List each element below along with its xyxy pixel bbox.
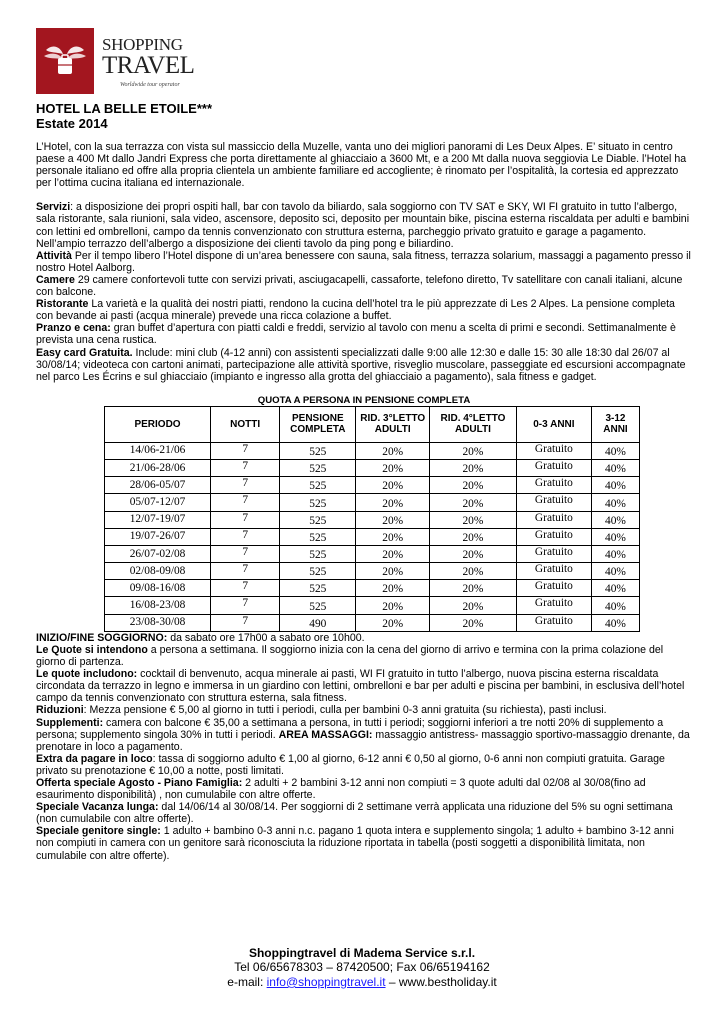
- cell-periodo: 05/07-12/07: [105, 494, 211, 511]
- cell-periodo: 23/08-30/08: [105, 614, 211, 631]
- note-text: a persona a settimana. Il soggiorno inizia con la cena del giorno di arrivo e termina con la prima colazione del giorno di partenza.: [36, 643, 664, 669]
- cell-rid-4-letto: 20%: [430, 563, 517, 580]
- service-label: Servizi: [36, 201, 71, 214]
- table-row: [105, 597, 640, 614]
- service-ristorante: [36, 298, 692, 322]
- cell-periodo: 19/07-26/07: [105, 528, 211, 545]
- document-title: [36, 101, 212, 131]
- cell-0-3-anni: Gratuito: [516, 477, 591, 494]
- note-text: da sabato ore 17h00 a sabato ore 10h00.: [167, 631, 365, 644]
- cell-periodo: 16/08-23/08: [105, 597, 211, 614]
- cell-rid-3-letto: 20%: [356, 563, 430, 580]
- cell-rid-4-letto: 20%: [430, 597, 517, 614]
- service-servizi: [36, 201, 692, 249]
- cell-pensione: 525: [280, 563, 356, 580]
- hotel-name: HOTEL LA BELLE ETOILE***: [36, 101, 213, 116]
- cell-0-3-anni: Gratuito: [516, 494, 591, 511]
- service-text: La varietà e la qualità dei nostri piatti, rendono la cucina dell’hotel tra le più apprezzate di Les 2 Alpes. La pensione completa con bevande ai pasti (acqua minerale) prevede una ricca colazione a buffet.: [36, 298, 675, 323]
- table-row: [105, 442, 640, 459]
- cell-0-3-anni: Gratuito: [516, 563, 591, 580]
- service-label: Easy card Gratuita.: [36, 346, 133, 359]
- cell-3-12-anni: 40%: [591, 494, 639, 511]
- note-label: Speciale genitore single:: [36, 825, 161, 838]
- cell-rid-4-letto: 20%: [430, 494, 517, 511]
- cell-3-12-anni: 40%: [591, 459, 639, 476]
- cell-3-12-anni: 40%: [591, 597, 639, 614]
- cell-3-12-anni: 40%: [591, 477, 639, 494]
- cell-pensione: 525: [280, 442, 356, 459]
- table-row: [105, 459, 640, 476]
- table-row: [105, 545, 640, 562]
- cell-periodo: 02/08-09/08: [105, 563, 211, 580]
- table-row: [105, 614, 640, 631]
- cell-pensione: 525: [280, 597, 356, 614]
- cell-periodo: 14/06-21/06: [105, 442, 211, 459]
- cell-rid-3-letto: 20%: [356, 477, 430, 494]
- cell-3-12-anni: 40%: [591, 528, 639, 545]
- note-quote: [36, 644, 692, 668]
- cell-notti: 7: [211, 494, 280, 511]
- cell-notti: 7: [211, 580, 280, 597]
- service-text: : a disposizione dei propri ospiti hall, bar con tavolo da biliardo, sala soggiorno con TV SAT e SKY, WI FI gratuito in tutto l’albergo, sala ristorante, sala riunioni, sala video, ascensore, deposito sci, deposito per mountain bike, piscina esterna riscaldata per adulti e bambini con lettini ed ombrelloni, campo da tennis convenzionato con struttura esterna, parcheggio privato gratuito e garage a pagamento. Nell’ampio terrazzo dell’albergo a disposizione dei clienti tavolo da ping pong e biliardino.: [36, 201, 690, 250]
- cell-0-3-anni: Gratuito: [516, 545, 591, 562]
- note-vacanza-lunga: [36, 801, 692, 825]
- note-label: Le quote includono:: [36, 668, 138, 681]
- cell-pensione: 525: [280, 580, 356, 597]
- note-label: Offerta speciale Agosto - Piano Famiglia:: [36, 776, 243, 789]
- cell-0-3-anni: Gratuito: [516, 597, 591, 614]
- cell-0-3-anni: Gratuito: [516, 580, 591, 597]
- service-pranzo-cena: [36, 322, 692, 346]
- cell-rid-3-letto: 20%: [356, 580, 430, 597]
- note-label: Speciale Vacanza lunga:: [36, 801, 159, 814]
- note-label: Le Quote si intendono: [36, 643, 148, 656]
- cell-periodo: 09/08-16/08: [105, 580, 211, 597]
- col-header: PENSIONE COMPLETA: [280, 406, 356, 442]
- cell-pensione: 525: [280, 494, 356, 511]
- cell-notti: 7: [211, 545, 280, 562]
- service-label: Pranzo e cena:: [36, 322, 111, 335]
- note-text: dal 14/06/14 al 30/08/14. Per soggiorni di 2 settimane verrà applicata una riduzione del 5% su ogni settimana (non cumulabile con altre offerte).: [36, 801, 673, 826]
- cell-rid-3-letto: 20%: [356, 511, 430, 528]
- footer-website: – www.bestholiday.it: [385, 974, 497, 989]
- table-row: [105, 563, 640, 580]
- cell-periodo: 26/07-02/08: [105, 545, 211, 562]
- col-header: 3-12 ANNI: [591, 406, 639, 442]
- cell-notti: 7: [211, 459, 280, 476]
- footer: [0, 946, 724, 989]
- cell-0-3-anni: Gratuito: [516, 442, 591, 459]
- note-genitore-single: [36, 825, 692, 861]
- note-label: INIZIO/FINE SOGGIORNO:: [36, 631, 168, 644]
- cell-rid-3-letto: 20%: [356, 614, 430, 631]
- footer-phones: Tel 06/65678303 – 87420500; Fax 06/65194162: [234, 960, 490, 975]
- cell-rid-4-letto: 20%: [430, 614, 517, 631]
- cell-rid-3-letto: 20%: [356, 545, 430, 562]
- note-extra: [36, 753, 692, 777]
- cell-3-12-anni: 40%: [591, 614, 639, 631]
- document-body: [36, 141, 692, 862]
- note-text: camera con balcone € 35,00 a settimana a persona, in tutti i periodi; soggiorni inferiori a tre notti 20% di supplemento a persona; supplemento singola 30% in tutti i periodi.: [36, 716, 664, 741]
- cell-pensione: 490: [280, 614, 356, 631]
- intro-paragraph: L’Hotel, con la sua terrazza con vista sul massiccio della Muzelle, vanta uno dei migliori panorami di Les Deux Alpes. E’ situato in centro paese a 400 Mt dallo Jandri Express che porta direttamente al ghiacciaio a 3600 Mt, e a 200 Mt dalla nuova seggiovia Le Diable. l’Hotel ha personale italiano ed offre alla propria clientela un ambiente familiare ed accogliente; è rinomato per l’ospitalità, la cortesia ed apprezzato per l’ottima cucina italiana ed internazionale.: [36, 141, 687, 190]
- cell-3-12-anni: 40%: [591, 511, 639, 528]
- cell-notti: 7: [211, 614, 280, 631]
- service-attivita: [36, 250, 692, 274]
- note-label: Extra da pagare in loco: [36, 752, 153, 765]
- service-text: gran buffet d’apertura con piatti caldi e freddi, servizio al tavolo con menu a scelta di primi e secondi. Settimanalmente è prevista una cena rustica.: [36, 322, 676, 347]
- brand-line-1: SHOPPING: [102, 35, 183, 54]
- cell-0-3-anni: Gratuito: [516, 511, 591, 528]
- cell-notti: 7: [211, 477, 280, 494]
- cell-rid-3-letto: 20%: [356, 494, 430, 511]
- cell-rid-4-letto: 20%: [430, 442, 517, 459]
- services-section: [36, 201, 692, 382]
- notes-section: [36, 632, 692, 862]
- cell-notti: 7: [211, 442, 280, 459]
- note-text: cocktail di benvenuto, acqua minerale ai pasti, WI FI gratuito in tutto l’albergo, nuova piscina esterna riscaldata circondata da terrazzo in legno e immersa in un giardino con lettini, ombrelloni e bar per adulti e piscina per bambini, in esclusiva dell’hotel campo da tennis convenzionato con struttura esterna, sala fitness.: [36, 668, 685, 705]
- note-offerta-agosto: [36, 777, 692, 801]
- cell-pensione: 525: [280, 459, 356, 476]
- cell-rid-4-letto: 20%: [430, 528, 517, 545]
- cell-rid-3-letto: 20%: [356, 528, 430, 545]
- cell-rid-3-letto: 20%: [356, 442, 430, 459]
- cell-notti: 7: [211, 528, 280, 545]
- footer-email-prefix: e-mail:: [227, 974, 267, 989]
- brand-tagline: Worldwide tour operator: [120, 82, 180, 88]
- footer-contacts: [0, 975, 724, 989]
- season: Estate 2014: [36, 116, 108, 131]
- cell-rid-4-letto: 20%: [430, 477, 517, 494]
- cell-rid-3-letto: 20%: [356, 597, 430, 614]
- email-link[interactable]: info@shoppingtravel.it: [266, 974, 386, 989]
- table-row: [105, 494, 640, 511]
- col-header: 0-3 ANNI: [516, 406, 591, 442]
- service-text: 29 camere confortevoli tutte con servizi privati, asciugacapelli, cassaforte, telefono diretto, Tv satellitare con canali italiani, alcune con balcone.: [36, 273, 683, 299]
- brand-line-2: TRAVEL: [102, 52, 195, 79]
- note-quote-includono: [36, 668, 692, 704]
- cell-pensione: 525: [280, 545, 356, 562]
- cell-periodo: 21/06-28/06: [105, 459, 211, 476]
- service-label: Camere: [36, 273, 75, 286]
- note-text: : tassa di soggiorno adulto € 1,00 al giorno, 6-12 anni € 0,50 al giorno, 0-6 anni non compiuti gratuita. Garage privato su prenotazione € 10,00 a notte, posti limitati.: [36, 752, 665, 777]
- price-table: [104, 406, 640, 632]
- service-label: Attività: [36, 249, 72, 262]
- price-table-body: [105, 442, 640, 631]
- table-row: [105, 580, 640, 597]
- note-label: AREA MASSAGGI:: [278, 728, 373, 741]
- cell-rid-4-letto: 20%: [430, 511, 517, 528]
- cell-periodo: 12/07-19/07: [105, 511, 211, 528]
- service-text: Include: mini club (4-12 anni) con assistenti specializzati dalle 9:00 alle 12:30 e dalle 15: 30 alle 18:30 dal 26/07 al 30/08/14; videoteca con cartoni animati, partecipazione alle attività sportive, risveglio muscolare, passeggiate ed escursioni accompagnate nel parco Les Écrins e sul ghiacciaio (impianto e ingresso alla grotta del ghiacciaio a pagamento), sala fitness e gadget.: [36, 346, 686, 383]
- cell-rid-4-letto: 20%: [430, 545, 517, 562]
- note-label: Supplementi:: [36, 716, 104, 729]
- cell-pensione: 525: [280, 528, 356, 545]
- table-header-row: [105, 406, 640, 442]
- note-text: massaggio antistress- massaggio sportivo-massaggio drenante, da prenotare in loco a pagamento.: [36, 728, 690, 753]
- note-text: 1 adulto + bambino 0-3 anni n.c. pagano 1 quota intera e supplemento singola; 1 adulto + bambino 3-12 anni non compiuti in camera con un genitore sarà riconosciuta la riduzione riportata in tabella (posti soggetti a disponibilità limitata, non cumulabile con altre offerte).: [36, 825, 674, 862]
- note-label: Riduzioni: [36, 704, 84, 717]
- cell-0-3-anni: Gratuito: [516, 528, 591, 545]
- table-row: [105, 528, 640, 545]
- cell-pensione: 525: [280, 477, 356, 494]
- service-easy-card: [36, 347, 692, 383]
- cell-3-12-anni: 40%: [591, 563, 639, 580]
- service-label: Ristorante: [36, 298, 89, 311]
- cell-3-12-anni: 40%: [591, 442, 639, 459]
- cell-3-12-anni: 40%: [591, 580, 639, 597]
- service-camere: [36, 274, 692, 298]
- col-header: RID. 4°LETTO ADULTI: [430, 406, 517, 442]
- cell-3-12-anni: 40%: [591, 545, 639, 562]
- price-table-title: QUOTA A PERSONA IN PENSIONE COMPLETA: [257, 394, 471, 406]
- note-inizio-fine: [36, 632, 692, 644]
- cell-rid-4-letto: 20%: [430, 459, 517, 476]
- cell-rid-4-letto: 20%: [430, 580, 517, 597]
- footer-company: Shoppingtravel di Madema Service s.r.l.: [248, 946, 476, 960]
- cell-pensione: 525: [280, 511, 356, 528]
- cell-0-3-anni: Gratuito: [516, 614, 591, 631]
- col-header: PERIODO: [105, 406, 211, 442]
- shopping-travel-logo: [36, 28, 196, 94]
- col-header: NOTTI: [211, 406, 280, 442]
- cell-periodo: 28/06-05/07: [105, 477, 211, 494]
- winged-suitcase-icon: [36, 28, 94, 94]
- cell-0-3-anni: Gratuito: [516, 459, 591, 476]
- note-supplementi: [36, 717, 692, 753]
- service-text: Per il tempo libero l’Hotel dispone di un’area benessere con sauna, sala fitness, terrazza solarium, massaggi a pagamento presso il nostro Hotel Aalborg.: [36, 249, 691, 274]
- cell-notti: 7: [211, 597, 280, 614]
- note-riduzioni: [36, 704, 692, 716]
- table-row: [105, 477, 640, 494]
- cell-notti: 7: [211, 511, 280, 528]
- note-text: : Mezza pensione € 5,00 al giorno in tutti i periodi, culla per bambini 0-3 anni gratuita (su richiesta), pasti inclusi.: [83, 704, 607, 717]
- table-row: [105, 511, 640, 528]
- cell-notti: 7: [211, 563, 280, 580]
- col-header: RID. 3°LETTO ADULTI: [356, 406, 430, 442]
- cell-rid-3-letto: 20%: [356, 459, 430, 476]
- note-text: 2 adulti + 2 bambini 3-12 anni non compiuti = 3 quote adulti dal 02/08 al 30/08(fino ad esaurimento disponibilità) , non cumulabile con altre offerte.: [36, 776, 646, 802]
